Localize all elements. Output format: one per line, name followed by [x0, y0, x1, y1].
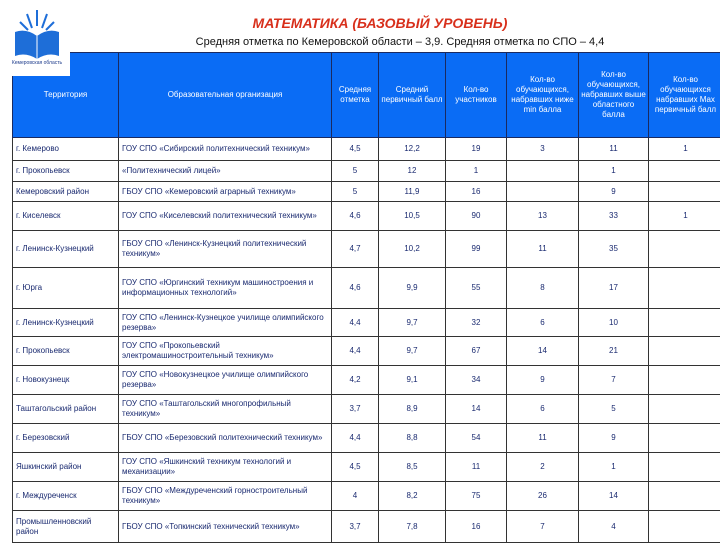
column-header: Средний первичный балл: [379, 53, 446, 138]
organization-cell: ГОУ СПО «Таштагольский многопрофильный техникум»: [119, 395, 332, 424]
value-cell: 19: [446, 138, 507, 161]
value-cell: 11: [446, 453, 507, 482]
value-cell: 26: [507, 482, 579, 511]
value-cell: [649, 482, 720, 511]
table-row: [13, 268, 720, 309]
organization-cell: ГОУ СПО «Новокузнецкое училище олимпийского резерва»: [119, 366, 332, 395]
value-cell: [649, 161, 720, 182]
value-cell: 3: [507, 138, 579, 161]
value-cell: 11: [579, 138, 649, 161]
column-header: Средняя отметка: [332, 53, 379, 138]
organization-cell: ГОУ СПО «Сибирский политехнический техникум»: [119, 138, 332, 161]
value-cell: 9: [507, 366, 579, 395]
organization-cell: ГБОУ СПО «Топкинский технический техникум»: [119, 511, 332, 543]
value-cell: 4,4: [332, 424, 379, 453]
territory-cell: Таштагольский район: [13, 395, 119, 424]
table-row: [13, 337, 720, 366]
logo-caption: Кемеровская область: [4, 60, 70, 66]
value-cell: 32: [446, 309, 507, 337]
logo: [4, 4, 70, 76]
value-cell: 4: [332, 482, 379, 511]
value-cell: 4,6: [332, 202, 379, 231]
value-cell: 9: [579, 182, 649, 202]
organization-cell: ГОУ СПО «Ленинск-Кузнецкое училище олимпийского резерва»: [119, 309, 332, 337]
value-cell: 67: [446, 337, 507, 366]
value-cell: 14: [446, 395, 507, 424]
value-cell: 12,2: [379, 138, 446, 161]
territory-cell: г. Ленинск-Кузнецкий: [13, 309, 119, 337]
value-cell: [649, 337, 720, 366]
organization-cell: ГБОУ СПО «Ленинск-Кузнецкий политехнический техникум»: [119, 231, 332, 268]
value-cell: [649, 453, 720, 482]
value-cell: [649, 395, 720, 424]
value-cell: [649, 309, 720, 337]
value-cell: [649, 268, 720, 309]
value-cell: 4,2: [332, 366, 379, 395]
territory-cell: Кемеровский район: [13, 182, 119, 202]
organization-cell: ГОУ СПО «Яшкинский техникум технологий и механизации»: [119, 453, 332, 482]
value-cell: 54: [446, 424, 507, 453]
value-cell: 1: [649, 138, 720, 161]
value-cell: 14: [579, 482, 649, 511]
value-cell: 8,2: [379, 482, 446, 511]
organization-cell: ГОУ СПО «Юргинский техникум машиностроения и информационных технологий»: [119, 268, 332, 309]
value-cell: [649, 511, 720, 543]
territory-cell: г. Кемерово: [13, 138, 119, 161]
value-cell: 13: [507, 202, 579, 231]
value-cell: 9: [579, 424, 649, 453]
value-cell: 7,8: [379, 511, 446, 543]
value-cell: 7: [579, 366, 649, 395]
column-header: Образовательная организация: [119, 53, 332, 138]
value-cell: 34: [446, 366, 507, 395]
value-cell: [649, 424, 720, 453]
column-header: Кол-во обучающихся, набравших выше областного балла: [579, 53, 649, 138]
column-header: Кол-во обучающихся, набравших ниже min балла: [507, 53, 579, 138]
results-table: [12, 52, 720, 543]
value-cell: 99: [446, 231, 507, 268]
table-row: [13, 482, 720, 511]
value-cell: 9,7: [379, 337, 446, 366]
value-cell: 5: [579, 395, 649, 424]
organization-cell: «Политехнический лицей»: [119, 161, 332, 182]
value-cell: 4,4: [332, 309, 379, 337]
value-cell: 21: [579, 337, 649, 366]
value-cell: 1: [446, 161, 507, 182]
value-cell: 4,7: [332, 231, 379, 268]
value-cell: 11,9: [379, 182, 446, 202]
column-header: Кол-во обучающихся набравших Max первичный балл: [649, 53, 720, 138]
value-cell: 4,5: [332, 453, 379, 482]
value-cell: 2: [507, 453, 579, 482]
value-cell: 5: [332, 161, 379, 182]
table-row: [13, 424, 720, 453]
value-cell: 4,5: [332, 138, 379, 161]
table-row: [13, 511, 720, 543]
table-row: [13, 138, 720, 161]
value-cell: [649, 182, 720, 202]
organization-cell: ГОУ СПО «Киселевский политехнический техникум»: [119, 202, 332, 231]
value-cell: 3,7: [332, 511, 379, 543]
value-cell: 90: [446, 202, 507, 231]
value-cell: 55: [446, 268, 507, 309]
territory-cell: г. Прокопьевск: [13, 337, 119, 366]
value-cell: 75: [446, 482, 507, 511]
value-cell: [507, 161, 579, 182]
value-cell: [507, 182, 579, 202]
value-cell: 1: [579, 453, 649, 482]
territory-cell: г. Междуреченск: [13, 482, 119, 511]
value-cell: 7: [507, 511, 579, 543]
territory-cell: г. Новокузнецк: [13, 366, 119, 395]
table-row: [13, 366, 720, 395]
value-cell: 8: [507, 268, 579, 309]
table-row: [13, 309, 720, 337]
value-cell: 16: [446, 182, 507, 202]
open-book-logo-icon: [12, 4, 62, 60]
column-header: Кол-во участников: [446, 53, 507, 138]
value-cell: 8,8: [379, 424, 446, 453]
value-cell: [649, 231, 720, 268]
value-cell: 6: [507, 309, 579, 337]
value-cell: 9,1: [379, 366, 446, 395]
value-cell: 6: [507, 395, 579, 424]
value-cell: 9,9: [379, 268, 446, 309]
territory-cell: г. Березовский: [13, 424, 119, 453]
territory-cell: г. Юрга: [13, 268, 119, 309]
page-subtitle: Средняя отметка по Кемеровской области – 3,9. Средняя отметка по СПО – 4,4: [0, 36, 720, 48]
territory-cell: г. Киселевск: [13, 202, 119, 231]
value-cell: 5: [332, 182, 379, 202]
organization-cell: ГБОУ СПО «Кемеровский аграрный техникум»: [119, 182, 332, 202]
value-cell: 35: [579, 231, 649, 268]
value-cell: 10,2: [379, 231, 446, 268]
value-cell: 4,4: [332, 337, 379, 366]
value-cell: 1: [649, 202, 720, 231]
table-row: [13, 161, 720, 182]
value-cell: 14: [507, 337, 579, 366]
value-cell: 11: [507, 424, 579, 453]
value-cell: 4,6: [332, 268, 379, 309]
value-cell: 8,5: [379, 453, 446, 482]
value-cell: 12: [379, 161, 446, 182]
table-row: [13, 231, 720, 268]
value-cell: 9,7: [379, 309, 446, 337]
territory-cell: Промышленновский район: [13, 511, 119, 543]
value-cell: 17: [579, 268, 649, 309]
organization-cell: ГОУ СПО «Прокопьевский электромашиностроительный техникум»: [119, 337, 332, 366]
value-cell: 1: [579, 161, 649, 182]
organization-cell: ГБОУ СПО «Междуреченский горностроительный техникум»: [119, 482, 332, 511]
value-cell: 33: [579, 202, 649, 231]
organization-cell: ГБОУ СПО «Березовский политехнический техникум»: [119, 424, 332, 453]
value-cell: 10: [579, 309, 649, 337]
value-cell: 16: [446, 511, 507, 543]
table-row: [13, 395, 720, 424]
territory-cell: г. Ленинск-Кузнецкий: [13, 231, 119, 268]
page-title: МАТЕМАТИКА (БАЗОВЫЙ УРОВЕНЬ): [0, 15, 720, 31]
column-header: Территория: [13, 53, 119, 138]
table-row: [13, 453, 720, 482]
value-cell: 4: [579, 511, 649, 543]
territory-cell: г. Прокопьевск: [13, 161, 119, 182]
table-row: [13, 182, 720, 202]
value-cell: 8,9: [379, 395, 446, 424]
territory-cell: Яшкинский район: [13, 453, 119, 482]
table-row: [13, 202, 720, 231]
value-cell: [649, 366, 720, 395]
value-cell: 11: [507, 231, 579, 268]
value-cell: 10,5: [379, 202, 446, 231]
value-cell: 3,7: [332, 395, 379, 424]
